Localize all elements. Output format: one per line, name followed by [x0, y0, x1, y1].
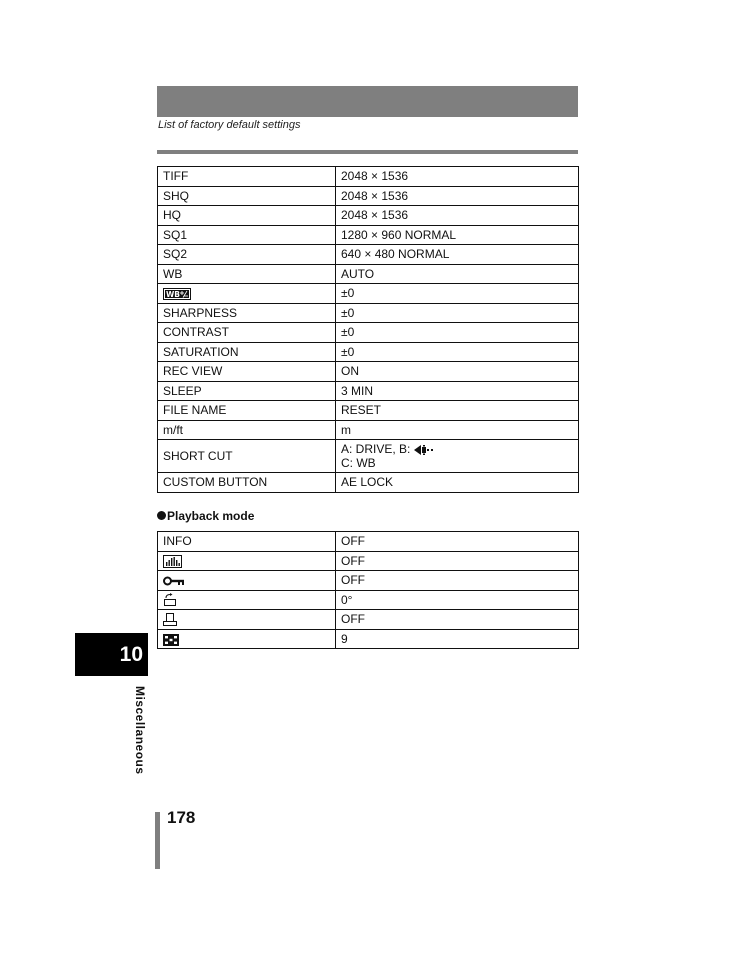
table-row — [158, 590, 579, 610]
table-row — [158, 342, 579, 362]
metering-icon — [414, 445, 434, 455]
table-row — [158, 303, 579, 323]
table-row — [158, 420, 579, 440]
section-divider — [157, 150, 578, 154]
histogram-icon — [163, 555, 182, 568]
setting-value: OFF — [336, 532, 579, 552]
setting-value: 1280 × 960 NORMAL — [336, 225, 579, 245]
table-row — [158, 571, 579, 591]
setting-name: SQ2 — [158, 245, 336, 265]
setting-name: HQ — [158, 206, 336, 226]
setting-value: 2048 × 1536 — [336, 167, 579, 187]
setting-name: m/ft — [158, 420, 336, 440]
setting-name: SQ1 — [158, 225, 336, 245]
table-row — [158, 264, 579, 284]
table-row — [158, 284, 579, 304]
setting-name: SHQ — [158, 186, 336, 206]
table-row — [158, 225, 579, 245]
setting-value: 640 × 480 NORMAL — [336, 245, 579, 265]
setting-name — [158, 284, 336, 304]
rotation-icon — [163, 593, 177, 607]
bullet-icon — [157, 511, 166, 520]
index-display-icon — [163, 634, 179, 646]
table-row — [158, 532, 579, 552]
setting-value: 9 — [336, 629, 579, 649]
setting-name: SHARPNESS — [158, 303, 336, 323]
table-row — [158, 629, 579, 649]
setting-value: 3 MIN — [336, 381, 579, 401]
setting-name: REC VIEW — [158, 362, 336, 382]
setting-name: TIFF — [158, 167, 336, 187]
page-number-bar — [155, 812, 160, 869]
print-reserve-icon — [163, 613, 177, 627]
protect-key-icon — [163, 576, 185, 586]
table-row — [158, 610, 579, 630]
setting-name: SHORT CUT — [158, 440, 336, 473]
setting-name — [158, 629, 336, 649]
svg-text:WB: WB — [166, 290, 180, 300]
setting-name: CUSTOM BUTTON — [158, 473, 336, 493]
setting-value — [336, 440, 579, 473]
setting-value: ±0 — [336, 284, 579, 304]
shortcut-line-1 — [341, 442, 573, 456]
shortcut-line-2: C: WB — [341, 456, 376, 470]
record-settings-table — [157, 166, 579, 493]
setting-name — [158, 551, 336, 571]
table-row — [158, 206, 579, 226]
setting-value: 2048 × 1536 — [336, 186, 579, 206]
setting-name — [158, 590, 336, 610]
table-row — [158, 401, 579, 421]
table-row — [158, 245, 579, 265]
setting-value: ±0 — [336, 303, 579, 323]
setting-name: SATURATION — [158, 342, 336, 362]
setting-value: ±0 — [336, 342, 579, 362]
table-row — [158, 381, 579, 401]
table-row — [158, 323, 579, 343]
setting-value: OFF — [336, 571, 579, 591]
table-row — [158, 473, 579, 493]
setting-name: WB — [158, 264, 336, 284]
header-bar — [157, 86, 578, 117]
setting-name — [158, 571, 336, 591]
chapter-number-tab: 10 — [75, 633, 148, 676]
setting-value: AE LOCK — [336, 473, 579, 493]
table-row — [158, 551, 579, 571]
setting-value: m — [336, 420, 579, 440]
setting-value: AUTO — [336, 264, 579, 284]
table-row — [158, 440, 579, 473]
shortcut-text: A: DRIVE, B: — [341, 442, 411, 456]
setting-value: 0° — [336, 590, 579, 610]
playback-mode-heading — [157, 509, 254, 523]
setting-value: ON — [336, 362, 579, 382]
page-number: 178 — [167, 808, 196, 827]
playback-settings-table — [157, 531, 579, 649]
setting-value: OFF — [336, 610, 579, 630]
table-row — [158, 186, 579, 206]
table-row — [158, 167, 579, 187]
setting-name: FILE NAME — [158, 401, 336, 421]
setting-name: SLEEP — [158, 381, 336, 401]
setting-name — [158, 610, 336, 630]
table-row — [158, 362, 579, 382]
page-subtitle: List of factory default settings — [158, 119, 301, 131]
chapter-label: Miscellaneous — [133, 686, 147, 775]
setting-value: RESET — [336, 401, 579, 421]
setting-name: INFO — [158, 532, 336, 552]
setting-value: OFF — [336, 551, 579, 571]
setting-name: CONTRAST — [158, 323, 336, 343]
wb-compensation-icon — [163, 288, 191, 300]
setting-value: ±0 — [336, 323, 579, 343]
setting-value: 2048 × 1536 — [336, 206, 579, 226]
heading-text: Playback mode — [167, 509, 255, 523]
